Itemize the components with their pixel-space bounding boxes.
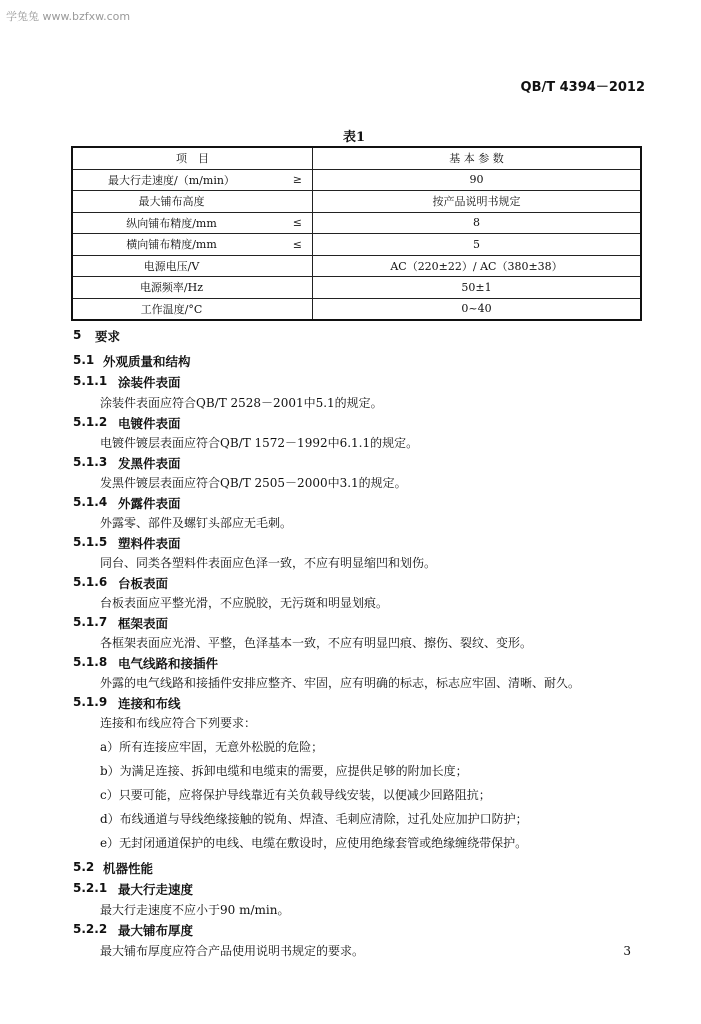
section-number: 5.1.3 bbox=[73, 455, 108, 469]
row-item: 工作温度/°C bbox=[72, 298, 270, 320]
section-number: 5 bbox=[73, 328, 82, 342]
row-operator: ≤ bbox=[270, 212, 313, 234]
list-item: e）无封闭通道保护的电线、电缆在敷设时，应使用绝缘套管或绝缘缠绕带保护。 bbox=[100, 836, 528, 850]
table-header-row bbox=[72, 147, 641, 169]
section-text: 电镀件镀层表面应符合QB/T 1572－1992中6.1.1的规定。 bbox=[100, 436, 419, 450]
document-number: QB/T 4394－2012 bbox=[520, 80, 645, 95]
section-number: 5.1.1 bbox=[73, 374, 108, 388]
spec-table bbox=[71, 146, 642, 321]
section-title: 电气线路和接插件 bbox=[118, 656, 219, 671]
section-title: 电镀件表面 bbox=[118, 416, 181, 431]
row-value: AC（220±22）/ AC（380±38） bbox=[313, 255, 642, 277]
row-operator bbox=[270, 298, 313, 320]
table-row bbox=[72, 169, 641, 191]
list-item: b）为满足连接、拆卸电缆和电缆束的需要，应提供足够的附加长度； bbox=[100, 764, 468, 778]
section-title: 要求 bbox=[95, 329, 121, 344]
section-text: 外露零、部件及螺钉头部应无毛刺。 bbox=[100, 516, 293, 530]
section-number: 5.1.7 bbox=[73, 615, 108, 629]
row-item: 最大铺布高度 bbox=[72, 191, 270, 213]
section-text: 最大铺布厚度应符合产品使用说明书规定的要求。 bbox=[100, 944, 365, 958]
section-text: 涂装件表面应符合QB/T 2528－2001中5.1的规定。 bbox=[100, 396, 383, 410]
table-caption: 表1 bbox=[343, 130, 366, 145]
row-value: 8 bbox=[313, 212, 642, 234]
section-title: 外露件表面 bbox=[118, 496, 181, 511]
section-number: 5.1.5 bbox=[73, 535, 108, 549]
section-title: 塑料件表面 bbox=[118, 536, 181, 551]
table-header-value: 基 本 参 数 bbox=[313, 147, 642, 169]
table-header-item: 项 目 bbox=[72, 147, 313, 169]
row-operator bbox=[270, 191, 313, 213]
list-item: d）布线通道与导线绝缘接触的锐角、焊渣、毛刺应清除，过孔处应加护口防护； bbox=[100, 812, 528, 826]
list-item: c）只要可能，应将保护导线靠近有关负载导线安装，以便减少回路阻抗； bbox=[100, 788, 491, 802]
section-title: 最大铺布厚度 bbox=[118, 923, 194, 938]
section-number: 5.2.2 bbox=[73, 922, 108, 936]
row-operator: ≤ bbox=[270, 234, 313, 256]
section-number: 5.1 bbox=[73, 353, 95, 367]
row-value: 按产品说明书规定 bbox=[313, 191, 642, 213]
table-row bbox=[72, 234, 641, 256]
table-row bbox=[72, 255, 641, 277]
section-number: 5.1.4 bbox=[73, 495, 108, 509]
row-value: 0~40 bbox=[313, 298, 642, 320]
row-value: 90 bbox=[313, 169, 642, 191]
page-number: 3 bbox=[623, 944, 631, 958]
row-item: 电源频率/Hz bbox=[72, 277, 270, 299]
section-number: 5.1.2 bbox=[73, 415, 108, 429]
row-item: 纵向铺布精度/mm bbox=[72, 212, 270, 234]
table-row bbox=[72, 191, 641, 213]
section-text: 发黑件镀层表面应符合QB/T 2505－2000中3.1的规定。 bbox=[100, 476, 407, 490]
section-text: 最大行走速度不应小于90 m/min。 bbox=[100, 903, 290, 917]
section-text: 各框架表面应光滑、平整，色泽基本一致，不应有明显凹痕、擦伤、裂纹、变形。 bbox=[100, 636, 533, 650]
section-number: 5.1.6 bbox=[73, 575, 108, 589]
section-title: 机器性能 bbox=[103, 861, 154, 876]
section-title: 最大行走速度 bbox=[118, 882, 194, 897]
section-title: 涂装件表面 bbox=[118, 375, 181, 390]
row-operator bbox=[270, 255, 313, 277]
section-text: 外露的电气线路和接插件安排应整齐、牢固，应有明确的标志，标志应牢固、清晰、耐久。 bbox=[100, 676, 581, 690]
list-item: a）所有连接应牢固，无意外松脱的危险； bbox=[100, 740, 324, 754]
section-number: 5.2 bbox=[73, 860, 95, 874]
row-item: 横向铺布精度/mm bbox=[72, 234, 270, 256]
section-number: 5.2.1 bbox=[73, 881, 108, 895]
row-operator bbox=[270, 277, 313, 299]
section-text: 台板表面应平整光滑，不应脱胶，无污斑和明显划痕。 bbox=[100, 596, 389, 610]
row-value: 5 bbox=[313, 234, 642, 256]
row-item: 最大行走速度/（m/min） bbox=[72, 169, 270, 191]
section-title: 发黑件表面 bbox=[118, 456, 181, 471]
row-item: 电源电压/V bbox=[72, 255, 270, 277]
section-number: 5.1.9 bbox=[73, 695, 108, 709]
section-title: 连接和布线 bbox=[118, 696, 181, 711]
watermark: 学兔兔 www.bzfxw.com bbox=[6, 10, 131, 23]
section-title: 框架表面 bbox=[118, 616, 169, 631]
section-text: 连接和布线应符合下列要求： bbox=[100, 716, 257, 730]
section-title: 台板表面 bbox=[118, 576, 169, 591]
section-title: 外观质量和结构 bbox=[103, 354, 191, 369]
row-operator: ≥ bbox=[270, 169, 313, 191]
table-row bbox=[72, 298, 641, 320]
table-row bbox=[72, 212, 641, 234]
table-row bbox=[72, 277, 641, 299]
section-text: 同台、同类各塑料件表面应色泽一致，不应有明显缩凹和划伤。 bbox=[100, 556, 437, 570]
row-value: 50±1 bbox=[313, 277, 642, 299]
section-number: 5.1.8 bbox=[73, 655, 108, 669]
